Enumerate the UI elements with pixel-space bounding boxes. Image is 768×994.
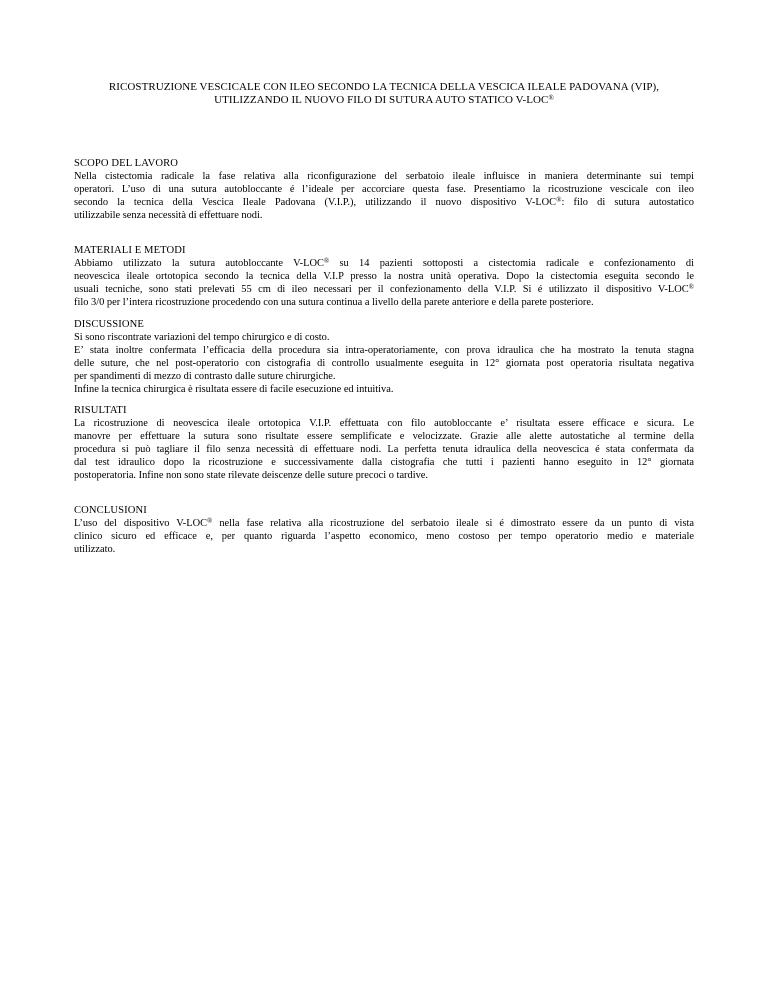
- section-heading-conclusioni: CONCLUSIONI: [74, 505, 147, 516]
- title-line-2-text: UTILIZZANDO IL NUOVO FILO DI SUTURA AUTO STATICO V-LOC: [214, 94, 549, 106]
- section-heading-materiali: MATERIALI E METODI: [74, 245, 186, 256]
- text-line: postoperatoria. Infine non sono state rilevate deiscenze delle suture precoci o tardive.: [74, 470, 429, 482]
- text-line: neovescica ileale ortotopica secondo la tecnica della V.I.P presso la nostra unità operativa. Dopo la cistectomia eseguita secondo le: [74, 271, 694, 283]
- paragraph-scopo: [74, 170, 694, 222]
- section-conclusioni: [74, 504, 694, 556]
- text-line: dal test idraulico dopo la ricostruzione e successivamente dalla cistografia che tutti i pazienti hanno eseguito in 12° giornata: [74, 457, 694, 469]
- registered-mark: ®: [556, 196, 562, 205]
- text-line: filo 3/0 per l’intera ricostruzione procedendo con una sutura continua a livello della parete anteriore e della parete posteriore.: [74, 297, 594, 309]
- text-line: E’ stata inoltre confermata l’efficacia della procedura sia intra-operatoriamente, con prova idraulica che ha mostrato la tenuta stagna: [74, 345, 694, 357]
- registered-mark: ®: [548, 94, 554, 102]
- section-heading-scopo: SCOPO DEL LAVORO: [74, 158, 179, 169]
- title-line-1: RICOSTRUZIONE VESCICALE CON ILEO SECONDO LA TECNICA DELLA VESCICA ILEALE PADOVANA (VIP),: [108, 81, 660, 93]
- section-risultati: [74, 404, 694, 483]
- section-scopo: [74, 157, 694, 222]
- registered-mark: ®: [207, 517, 213, 526]
- paragraph-risultati: [74, 417, 694, 482]
- text-line: utilizzato.: [74, 544, 116, 556]
- text-line: Si sono riscontrate variazioni del tempo chirurgico e di costo.: [74, 332, 330, 344]
- section-materiali-metodi: [74, 244, 694, 309]
- text-fragment: usuali tecniche, sono stati prelevati 55 cm di ileo necessari per il confezionamento della V.I.P. Si é utilizzato il dispositivo V-LOC: [74, 284, 689, 296]
- text-fragment: secondo la tecnica della Vescica Ileale Padovana (V.I.P.), utilizzando il nuovo dispositivo V-LOC: [74, 197, 557, 209]
- text-line: operatori. L’uso di una sutura autobloccante é l’ideale per accorciare questa fase. Presentiamo la ricostruzione vescicale con ileo: [74, 184, 694, 196]
- text-fragment: nella fase relativa alla ricostruzione del serbatoio ileale si é dimostrato essere da un punto di vista: [212, 518, 694, 530]
- text-fragment: L’uso del dispositivo V-LOC: [74, 518, 208, 530]
- text-fragment: su 14 pazienti sottoposti a cistectomia radicale e confezionamento di: [329, 258, 694, 270]
- text-line: [74, 196, 694, 209]
- text-line: [74, 517, 694, 530]
- document-page: [74, 0, 694, 994]
- section-heading-risultati: RISULTATI: [74, 405, 127, 416]
- text-line: Nella cistectomia radicale la fase relativa alla riconfigurazione del serbatoio ileale influisce in maniera determinante sui tempi: [74, 171, 694, 183]
- text-line: procedura si può tagliare il filo senza necessità di effettuare nodi. La perfetta tenuta idraulica della neovescica é stata confermata da: [74, 444, 694, 456]
- text-line: [74, 257, 694, 270]
- paragraph-conclusioni: [74, 517, 694, 556]
- text-line: [74, 283, 694, 296]
- registered-mark: ®: [323, 257, 330, 266]
- text-line: La ricostruzione di neovescica ileale ortotopica V.I.P. effettuata con filo autobloccante e’ risultata essere efficace e sicura. Le: [74, 418, 694, 430]
- text-fragment: : filo di sutura autostatico: [561, 197, 694, 209]
- text-line: delle suture, che nel post-operatorio con cistografia di controllo usualmente eseguita in 12° giornata post operatoria risultata negativa: [74, 358, 694, 370]
- text-line: utilizzabile senza necessità di effettuare nodi.: [74, 210, 263, 222]
- document-title: [74, 81, 694, 107]
- text-line: per spandimenti di mezzo di contrasto dalle suture chirurgiche.: [74, 371, 336, 383]
- paragraph-discussione: [74, 331, 694, 396]
- text-line: clinico sicuro ed efficace e, per quanto riguarda l’aspetto economico, meno costoso per tempo operatorio medio e materiale: [74, 531, 694, 543]
- registered-mark: ®: [688, 283, 694, 292]
- text-line: manovre per effettuare la sutura sono risultate essere semplificate e velocizzate. Grazie alle alette autostatiche al termine della: [74, 431, 694, 443]
- section-discussione: [74, 318, 694, 397]
- text-fragment: Abbiamo utilizzato la sutura autobloccante V-LOC: [74, 258, 324, 270]
- text-line: Infine la tecnica chirurgica è risultata essere di facile esecuzione ed intuitiva.: [74, 384, 394, 396]
- paragraph-materiali: [74, 257, 694, 309]
- section-heading-discussione: DISCUSSIONE: [74, 319, 144, 330]
- title-line-2: [74, 94, 694, 107]
